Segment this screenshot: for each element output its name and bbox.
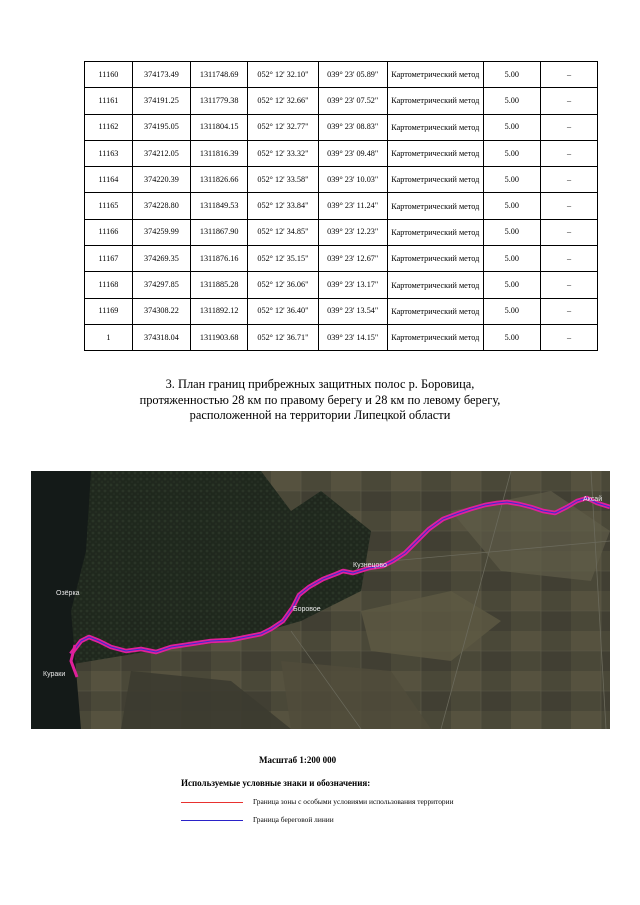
legend-title: Используемые условные знаки и обозначения: [181,778,371,788]
cell-longitude: 039° 23' 08.83" [318,114,387,140]
cell-latitude: 052° 12' 34.85" [248,219,318,245]
cell-latitude: 052° 12' 33.32" [248,140,318,166]
cell-method: Картометрический метод [387,298,483,324]
cell-point-number: 11164 [85,167,133,193]
table-row [85,324,598,350]
cell-note: – [540,167,597,193]
cell-point-number: 11163 [85,140,133,166]
cell-note: – [540,298,597,324]
cell-accuracy: 5.00 [483,114,540,140]
cell-accuracy: 5.00 [483,62,540,88]
cell-method: Картометрический метод [387,246,483,272]
table-row [85,114,598,140]
table-row [85,167,598,193]
cell-latitude: 052° 12' 35.15" [248,246,318,272]
cell-accuracy: 5.00 [483,219,540,245]
cell-latitude: 052° 12' 32.66" [248,88,318,114]
cell-longitude: 039° 23' 12.67" [318,246,387,272]
cell-longitude: 039° 23' 10.03" [318,167,387,193]
cell-point-number: 11162 [85,114,133,140]
cell-y-coordinate: 1311849.53 [191,193,248,219]
table-row [85,219,598,245]
cell-note: – [540,193,597,219]
cell-accuracy: 5.00 [483,167,540,193]
cell-x-coordinate: 374318.04 [132,324,190,350]
map-scale: Масштаб 1:200 000 [259,755,337,765]
table-row [85,140,598,166]
cell-accuracy: 5.00 [483,272,540,298]
cell-point-number: 11160 [85,62,133,88]
heading-line-2: протяженностью 28 км по правому берегу и 28 км по левому берегу, [139,392,501,407]
cell-note: – [540,246,597,272]
satellite-map [31,471,610,729]
cell-accuracy: 5.00 [483,246,540,272]
cell-y-coordinate: 1311892.12 [191,298,248,324]
legend-swatch-zone-boundary [181,802,243,803]
map-image [31,471,610,729]
coordinates-table-body [85,62,598,351]
cell-y-coordinate: 1311779.38 [191,88,248,114]
cell-x-coordinate: 374297.85 [132,272,190,298]
heading-line-1: 3. План границ прибрежных защитных полос р. Боровица, [165,377,475,391]
cell-method: Картометрический метод [387,88,483,114]
table-row [85,193,598,219]
cell-method: Картометрический метод [387,193,483,219]
cell-note: – [540,140,597,166]
cell-x-coordinate: 374212.05 [132,140,190,166]
cell-method: Картометрический метод [387,114,483,140]
cell-latitude: 052° 12' 33.58" [248,167,318,193]
cell-point-number: 11168 [85,272,133,298]
cell-latitude: 052° 12' 32.77" [248,114,318,140]
cell-longitude: 039° 23' 11.24" [318,193,387,219]
cell-method: Картометрический метод [387,62,483,88]
cell-note: – [540,62,597,88]
cell-point-number: 11165 [85,193,133,219]
cell-x-coordinate: 374220.39 [132,167,190,193]
cell-accuracy: 5.00 [483,88,540,114]
cell-longitude: 039° 23' 13.17" [318,272,387,298]
cell-point-number: 11166 [85,219,133,245]
place-label-borovoe: Боровое [293,606,321,613]
cell-y-coordinate: 1311748.69 [191,62,248,88]
place-label-ozerka: Озёрка [56,590,80,597]
cell-note: – [540,88,597,114]
cell-y-coordinate: 1311885.28 [191,272,248,298]
cell-point-number: 11167 [85,246,133,272]
cell-note: – [540,219,597,245]
cell-accuracy: 5.00 [483,193,540,219]
cell-accuracy: 5.00 [483,140,540,166]
cell-y-coordinate: 1311876.16 [191,246,248,272]
cell-x-coordinate: 374195.05 [132,114,190,140]
cell-method: Картометрический метод [387,140,483,166]
cell-point-number: 11161 [85,88,133,114]
cell-y-coordinate: 1311816.39 [191,140,248,166]
legend-swatch-shoreline [181,820,243,821]
cell-x-coordinate: 374259.99 [132,219,190,245]
cell-x-coordinate: 374191.25 [132,88,190,114]
cell-y-coordinate: 1311804.15 [191,114,248,140]
cell-y-coordinate: 1311826.66 [191,167,248,193]
cell-latitude: 052° 12' 36.40" [248,298,318,324]
cell-x-coordinate: 374173.49 [132,62,190,88]
cell-y-coordinate: 1311903.68 [191,324,248,350]
cell-x-coordinate: 374269.35 [132,246,190,272]
cell-point-number: 11169 [85,298,133,324]
cell-latitude: 052° 12' 36.06" [248,272,318,298]
cell-method: Картометрический метод [387,167,483,193]
place-label-kuznetsovo: Кузнецово [353,562,387,569]
place-label-kuraki: Кураки [43,671,66,678]
cell-note: – [540,324,597,350]
legend-label-zone-boundary: Граница зоны с особыми условиями использования территории [253,797,454,806]
cell-x-coordinate: 374308.22 [132,298,190,324]
cell-method: Картометрический метод [387,272,483,298]
cell-longitude: 039° 23' 07.52" [318,88,387,114]
cell-note: – [540,272,597,298]
cell-longitude: 039° 23' 09.48" [318,140,387,166]
heading-line-3: расположенной на территории Липецкой области [189,408,451,422]
cell-longitude: 039° 23' 05.89" [318,62,387,88]
cell-accuracy: 5.00 [483,298,540,324]
cell-point-number: 1 [85,324,133,350]
cell-method: Картометрический метод [387,324,483,350]
table-row [85,62,598,88]
table-row [85,88,598,114]
table-row [85,272,598,298]
cell-x-coordinate: 374228.80 [132,193,190,219]
table-row [85,298,598,324]
cell-latitude: 052° 12' 33.84" [248,193,318,219]
place-label-aksai: Аксай [583,496,603,503]
coordinates-table [84,61,598,351]
cell-y-coordinate: 1311867.90 [191,219,248,245]
cell-longitude: 039° 23' 13.54" [318,298,387,324]
cell-latitude: 052° 12' 36.71" [248,324,318,350]
cell-note: – [540,114,597,140]
cell-latitude: 052° 12' 32.10" [248,62,318,88]
table-row [85,246,598,272]
section-heading [110,377,530,424]
legend-label-shoreline: Граница береговой линии [253,815,334,824]
cell-method: Картометрический метод [387,219,483,245]
cell-longitude: 039° 23' 14.15" [318,324,387,350]
cell-accuracy: 5.00 [483,324,540,350]
cell-longitude: 039° 23' 12.23" [318,219,387,245]
